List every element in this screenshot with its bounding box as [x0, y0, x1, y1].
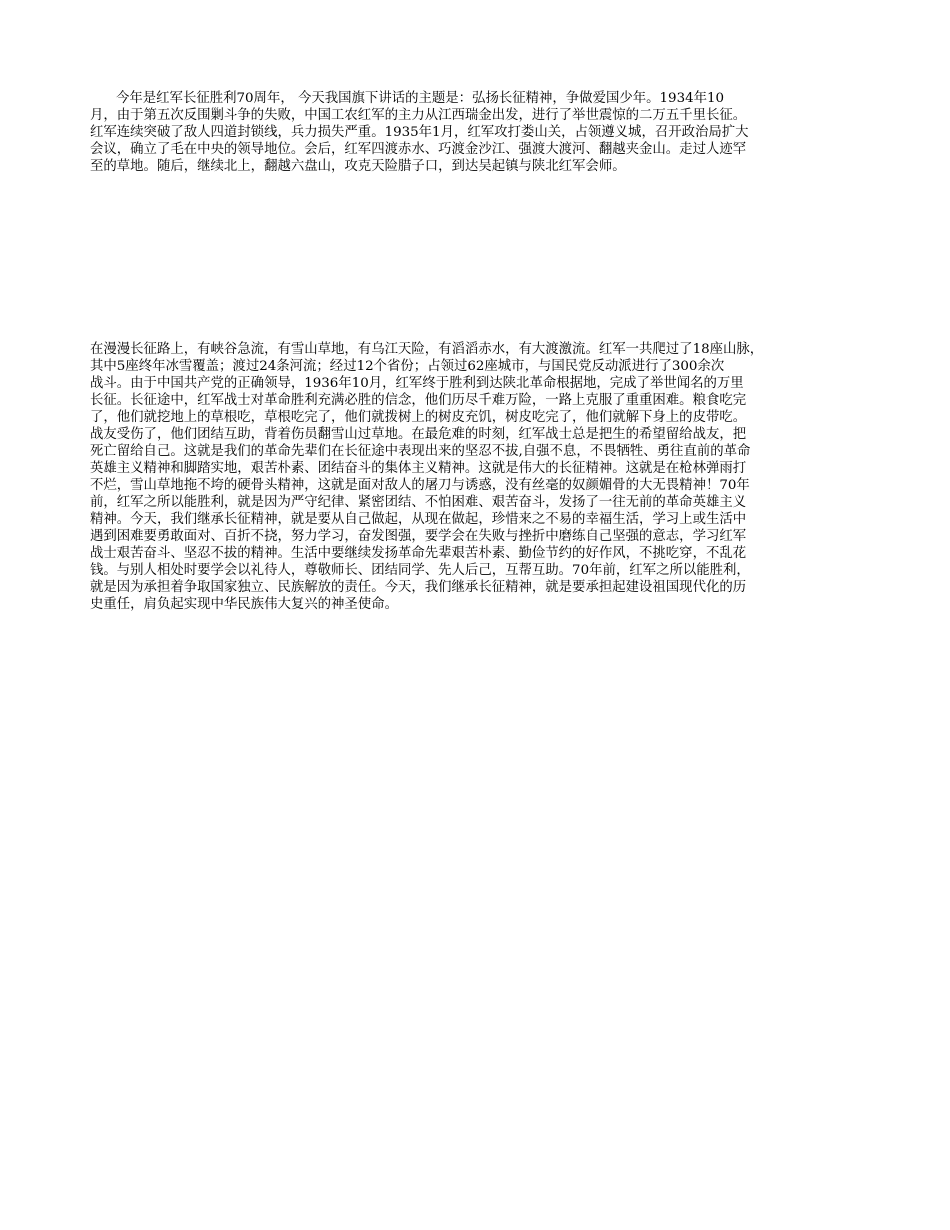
paragraph-line: 长征。长征途中，红军战士对革命胜利充满必胜的信念，他们历尽千难万险，一路上克服了重重困难。粮食吃完 [90, 393, 747, 408]
paragraph-line: 精神。今天，我们继承长征精神，就是要从自己做起，从现在做起，珍惜来之不易的幸福生活，学习上或生活中 [90, 512, 747, 527]
paragraph-line: 前，红军之所以能胜利，就是因为严守纪律、紧密团结、不怕困难、艰苦奋斗，发扬了一往无前的革命英雄主义 [90, 495, 747, 510]
paragraph-line: 战士艰苦奋斗、坚忍不拔的精神。生活中要继续发扬革命先辈艰苦朴素、勤俭节约的好作风，不挑吃穿，不乱花 [90, 546, 747, 561]
paragraph-line: 战友受伤了，他们团结互助，背着伤员翻雪山过草地。在最危难的时刻，红军战士总是把生的希望留给战友，把 [90, 427, 747, 442]
paragraph-line: 会议，确立了毛在中央的领导地位。会后，红军四渡赤水、巧渡金沙江、强渡大渡河、翻越夹金山。走过人迹罕 [90, 142, 747, 157]
paragraph-line [90, 90, 865, 107]
paragraph-line: 至的草地。随后，继续北上，翻越六盘山，攻克天险腊子口，到达吴起镇与陕北红军会师。 [90, 159, 626, 174]
paragraph-line: 就是因为承担着争取国家独立、民族解放的责任。今天，我们继承长征精神，就是要承担起建设祖国现代化的历 [90, 580, 747, 595]
paragraph-line: 了，他们就挖地上的草根吃，草根吃完了，他们就拨树上的树皮充饥，树皮吃完了，他们就解下身上的皮带吃。 [90, 410, 747, 425]
paragraph-line: 战斗。由于中国共产党的正确领导，1936年10月，红军终于胜利到达陕北革命根据地，完成了举世闻名的万里 [90, 376, 744, 391]
paragraph-line: 红军连续突破了敌人四道封锁线，兵力损失严重。1935年1月，红军攻打娄山关，占领遵义城，召开政治局扩大 [90, 125, 749, 140]
intro-paragraph [90, 90, 865, 175]
paragraph-line: 不烂，雪山草地拖不垮的硬骨头精神，这就是面对敌人的屠刀与诱惑，没有丝毫的奴颜媚骨的大无畏精神！70年 [90, 478, 750, 493]
paragraph-line-text: 今年是红军长征胜利70周年， 今天我国旗下讲话的主题是：弘扬长征精神，争做爱国少年。1934年10 [116, 91, 725, 106]
paragraph-line: 英雄主义精神和脚踏实地，艰苦朴素、团结奋斗的集体主义精神。这就是伟大的长征精神。这就是在枪林弹雨打 [90, 461, 747, 476]
paragraph-line: 在漫漫长征路上，有峡谷急流，有雪山草地，有乌江天险，有滔滔赤水，有大渡激流。红军一共爬过了18座山脉， [90, 342, 764, 357]
paragraph-line: 月，由于第五次反围剿斗争的失败，中国工农红军的主力从江西瑞金出发，进行了举世震惊的二万五千里长征。 [90, 108, 747, 123]
paragraph-line: 死亡留给自己。这就是我们的革命先辈们在长征途中表现出来的坚忍不拔,自强不息，不畏牺牲、勇往直前的革命 [90, 444, 751, 459]
paragraph-line: 其中5座终年冰雪覆盖；渡过24条河流；经过12个省份；占领过62座城市，与国民党反动派进行了300余次 [90, 359, 725, 374]
body-paragraph [90, 341, 865, 613]
paragraph-line: 史重任，肩负起实现中华民族伟大复兴的神圣使命。 [90, 597, 398, 612]
paragraph-line: 钱。与别人相处时要学会以礼待人，尊敬师长、团结同学、先人后己，互帮互助。70年前，红军之所以能胜利， [90, 563, 750, 578]
paragraph-line: 遇到困难要勇敢面对、百折不挠，努力学习，奋发图强，要学会在失败与挫折中磨练自己坚强的意志，学习红军 [90, 529, 747, 544]
